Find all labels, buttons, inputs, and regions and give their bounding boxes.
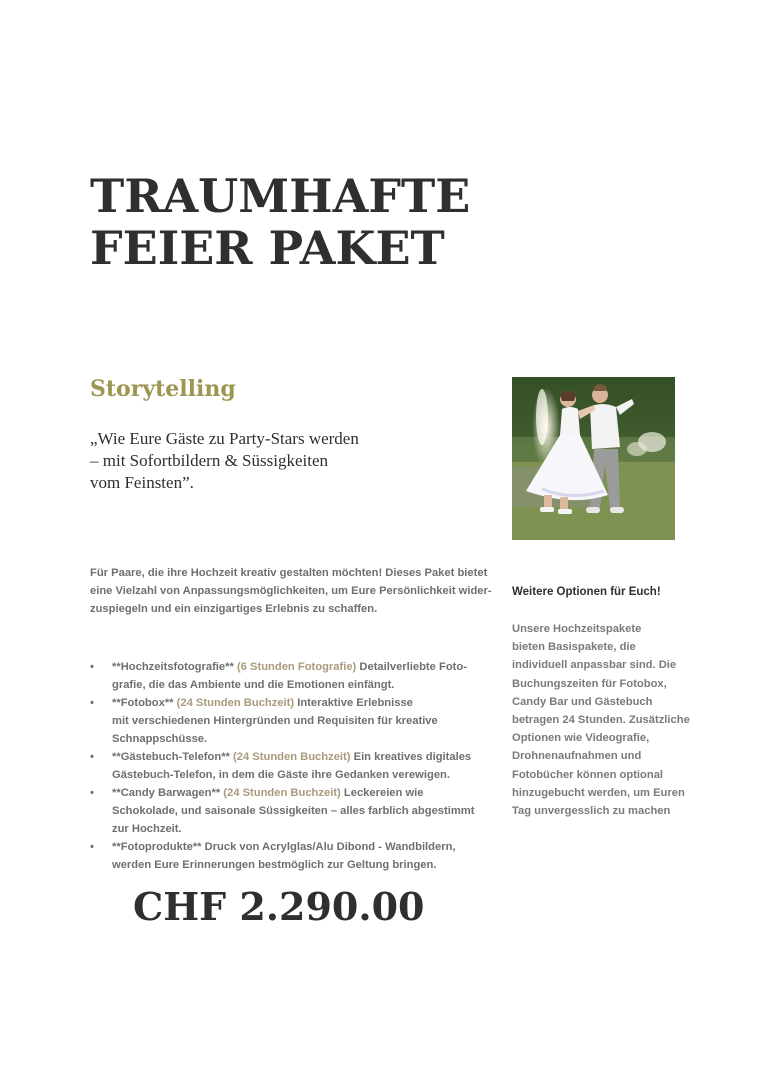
sidebar-line: bieten Basispakete, die	[512, 641, 636, 654]
feature-first-line	[112, 784, 450, 802]
quote-line-2: – mit Sofortbildern & Süssigkeiten	[90, 451, 328, 470]
feature-name: **Candy Barwagen**	[112, 787, 221, 799]
quote-line-3: vom Feinsten”.	[90, 473, 194, 492]
sidebar-line: Drohnenaufnahmen und	[512, 750, 642, 763]
feature-list	[90, 658, 475, 874]
title-line-2: FEIER PAKET	[90, 221, 445, 275]
feature-highlight: (24 Stunden Buchzeit)	[176, 697, 295, 709]
feature-first-line	[112, 694, 450, 712]
feature-line: Schnappschüsse.	[112, 733, 208, 745]
sidebar-heading: Weitere Optionen für Euch!	[512, 586, 661, 598]
sidebar-line: betragen 24 Stunden. Zusätzliche	[512, 714, 690, 727]
bullet-icon: •	[90, 661, 94, 673]
intro-paragraph	[90, 564, 492, 618]
list-item	[90, 658, 467, 694]
feature-line: zur Hochzeit.	[112, 823, 182, 835]
feature-highlight: (24 Stunden Buchzeit)	[223, 787, 341, 799]
feature-line: mit verschiedenen Hintergründen und Requisiten für kreative	[112, 715, 438, 727]
sidebar-line: Unsere Hochzeitspakete	[512, 623, 642, 635]
intro-line-1: Für Paare, die ihre Hochzeit kreativ gestalten möchten! Dieses Paket bietet	[90, 567, 488, 579]
feature-name: **Fotoprodukte**	[112, 841, 202, 853]
page-title	[90, 170, 510, 274]
feature-line: Gästebuch-Telefon, in dem die Gäste ihre Gedanken verewigen.	[112, 769, 450, 781]
quote	[90, 428, 410, 494]
section-subtitle: Storytelling	[90, 376, 236, 402]
sidebar-line: individuell anpassbar sind. Die	[512, 659, 677, 672]
sidebar-line: Candy Bar und Gästebuch	[512, 695, 653, 708]
feature-text: Ein kreatives digitales	[353, 751, 472, 763]
bullet-icon: •	[90, 697, 94, 709]
sidebar-line: Optionen wie Videografie,	[512, 732, 650, 745]
feature-name: **Fotobox**	[112, 697, 174, 709]
feature-text: Interaktive Erlebnisse	[297, 697, 413, 709]
feature-text: Druck von Acrylglas/Alu Dibond - Wandbildern,	[204, 841, 456, 853]
quote-line-1: „Wie Eure Gäste zu Party-Stars werden	[90, 429, 359, 448]
feature-name: **Gästebuch-Telefon**	[112, 751, 230, 763]
intro-line-2: eine Vielzahl von Anpassungsmöglichkeiten, um Eure Persönlichkeit wider-	[90, 585, 492, 597]
feature-highlight: (6 Stunden Fotografie)	[236, 661, 357, 673]
feature-line: Schokolade, und saisonale Süssigkeiten – alles farblich abgestimmt	[112, 805, 475, 817]
title-line-1: TRAUMHAFTE	[90, 169, 471, 223]
feature-text: Leckereien wie	[343, 787, 424, 799]
package-price: CHF 2.290.00	[133, 884, 425, 929]
sidebar-paragraph	[512, 620, 690, 820]
wedding-couple-dancing-photo	[512, 377, 675, 540]
feature-highlight: (24 Stunden Buchzeit)	[233, 751, 351, 763]
sidebar-line: Tag unvergesslich zu machen	[512, 805, 671, 818]
feature-first-line	[112, 658, 467, 676]
feature-first-line	[112, 748, 472, 766]
feature-text: Detailverliebte Foto-	[359, 661, 467, 673]
list-item	[90, 694, 450, 748]
photo-illustration	[512, 377, 675, 540]
bullet-icon: •	[90, 751, 94, 763]
feature-first-line	[112, 838, 456, 856]
sidebar-line: hinzugebucht werden, um Euren	[512, 786, 685, 799]
feature-line: grafie, die das Ambiente und die Emotionen einfängt.	[112, 679, 395, 691]
list-item	[90, 838, 456, 874]
feature-line: werden Eure Erinnerungen bestmöglich zur Geltung bringen.	[112, 859, 437, 871]
intro-line-3: zuspiegeln und ein einzigartiges Erlebnis zu schaffen.	[90, 603, 378, 615]
list-item	[90, 784, 475, 838]
feature-name: **Hochzeitsfotografie**	[112, 661, 234, 673]
sidebar-line: Buchungszeiten für Fotobox,	[512, 677, 667, 690]
list-item	[90, 748, 472, 784]
sidebar-line: Fotobücher können optional	[512, 768, 664, 781]
bullet-icon: •	[90, 787, 94, 799]
bullet-icon: •	[90, 841, 94, 853]
